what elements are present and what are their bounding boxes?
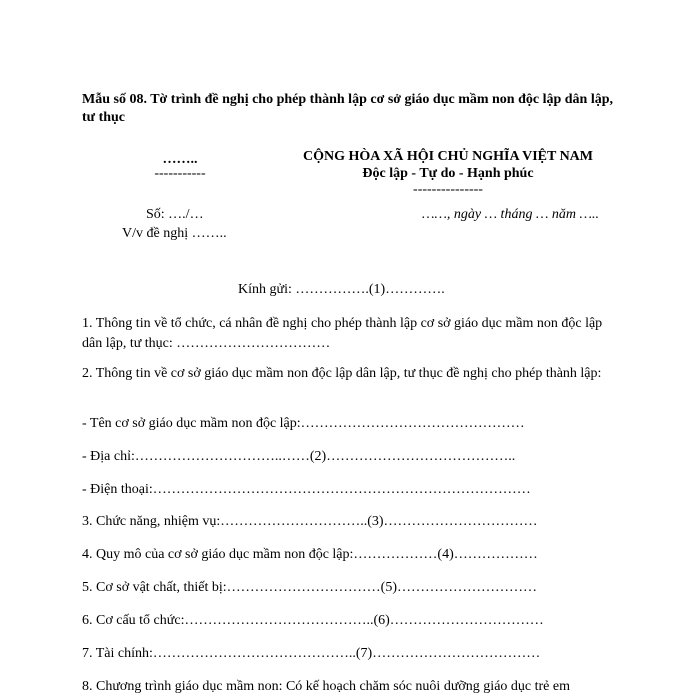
- item-5: 5. Cơ sở vật chất, thiết bị:……………………………(5)…………………………: [82, 580, 537, 595]
- item-8: 8. Chương trình giáo dục mầm non: Có kế hoạch chăm sóc nuôi dưỡng giáo dục trẻ em: [82, 679, 570, 694]
- date-line: ……, ngày … tháng … năm …..: [422, 207, 599, 222]
- item-phone: - Điện thoại:………………………………………………………………………: [82, 482, 531, 497]
- item-3: 3. Chức năng, nhiệm vụ:…………………………..(3)……………………………: [82, 514, 538, 529]
- document-subject: V/v đề nghị ……..: [122, 226, 227, 241]
- motto: Độc lập - Tự do - Hạnh phúc: [362, 166, 534, 181]
- item-2: 2. Thông tin về cơ sở giáo dục mầm non độc lập dân lập, tư thục đề nghị cho phép thành lập:: [82, 366, 602, 381]
- organization-name: ……..: [162, 152, 198, 167]
- item-7: 7. Tài chính:……………………………………..(7)………………………………: [82, 646, 541, 661]
- form-title: Mẫu số 08. Tờ trình đề nghị cho phép thành lập cơ sở giáo dục mầm non độc lập dân lập, tư thục: [82, 92, 614, 125]
- greeting: Kính gửi: …………….(1)………….: [238, 282, 445, 297]
- item-6: 6. Cơ cấu tổ chức:…………………………………..(6)……………………………: [82, 613, 544, 628]
- organization-rule: -----------: [154, 166, 206, 181]
- motto-rule: ---------------: [413, 182, 483, 197]
- document-number: Số: …./…: [146, 207, 204, 222]
- item-4: 4. Quy mô của cơ sở giáo dục mầm non độc lập:………………(4)………………: [82, 547, 538, 562]
- item-school-name: - Tên cơ sở giáo dục mầm non độc lập:…………………………………………: [82, 416, 525, 431]
- item-address: - Địa chỉ:…………………………..……(2)…………………………………..: [82, 449, 516, 464]
- country-name: CỘNG HÒA XÃ HỘI CHỦ NGHĨA VIỆT NAM: [302, 149, 593, 164]
- item-1: 1. Thông tin về tổ chức, cá nhân đề nghị cho phép thành lập cơ sở giáo dục mầm non độc lập dân lập, tư thục: ……………………………: [82, 316, 603, 351]
